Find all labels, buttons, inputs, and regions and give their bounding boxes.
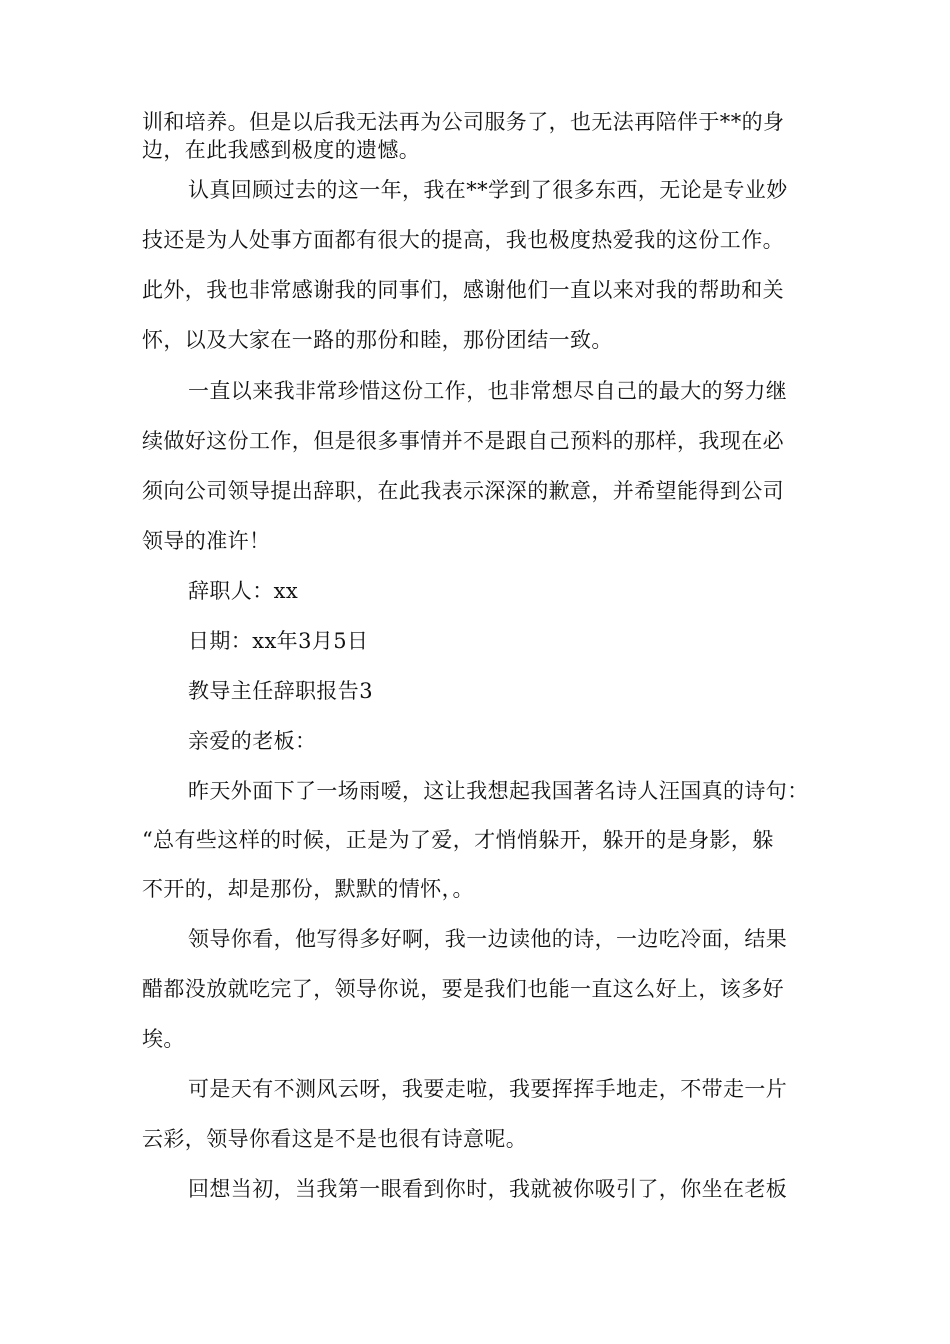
body-text-line: 可是天有不测风云呀，我要走啦，我要挥挥手地走，不带走一片 <box>188 1077 788 1101</box>
body-text-line: 边，在此我感到极度的遗憾。 <box>142 138 421 162</box>
body-text-line: 续做好这份工作，但是很多事情并不是跟自己预料的那样，我现在必 <box>142 429 784 453</box>
body-text-line: 不开的，却是那份，默默的情怀，。 <box>142 877 474 901</box>
body-text-line: 此外，我也非常感谢我的同事们，感谢他们一直以来对我的帮助和关 <box>142 278 784 302</box>
body-text-line: 须向公司领导提出辞职，在此我表示深深的歉意，并希望能得到公司 <box>142 479 784 503</box>
date-line: 日期：xx年3月5日 <box>188 629 369 653</box>
salutation: 亲爱的老板： <box>188 729 317 753</box>
body-text-line: “总有些这样的时候，正是为了爱，才悄悄躲开，躲开的是身影，躲 <box>142 828 774 852</box>
section-title: 教导主任辞职报告3 <box>188 679 373 703</box>
signature-line: 辞职人：xx <box>188 579 299 603</box>
body-text-line: 领导你看，他写得多好啊，我一边读他的诗，一边吃冷面，结果 <box>188 927 788 951</box>
body-text-line: 一直以来我非常珍惜这份工作，也非常想尽自己的最大的努力继 <box>188 379 788 403</box>
body-text-line: 怀，以及大家在一路的那份和睦，那份团结一致。 <box>142 328 613 352</box>
body-text-line: 技还是为人处事方面都有很大的提高，我也极度热爱我的这份工作。 <box>142 228 784 252</box>
body-text-line: 认真回顾过去的这一年，我在**学到了很多东西，无论是专业妙 <box>188 178 788 202</box>
body-text-line: 云彩，领导你看这是不是也很有诗意呢。 <box>142 1127 528 1151</box>
body-text-line: 埃。 <box>142 1027 185 1051</box>
body-text-line: 训和培养。但是以后我无法再为公司服务了，也无法再陪伴于**的身 <box>142 110 785 134</box>
body-text-line: 醋都没放就吃完了，领导你说，要是我们也能一直这么好上，该多好 <box>142 977 784 1001</box>
body-text-line: 领导的准许！ <box>142 529 271 553</box>
body-text-line: 回想当初，当我第一眼看到你时，我就被你吸引了，你坐在老板 <box>188 1177 788 1201</box>
body-text-line: 昨天外面下了一场雨嗳，这让我想起我国著名诗人汪国真的诗句： <box>188 779 809 803</box>
